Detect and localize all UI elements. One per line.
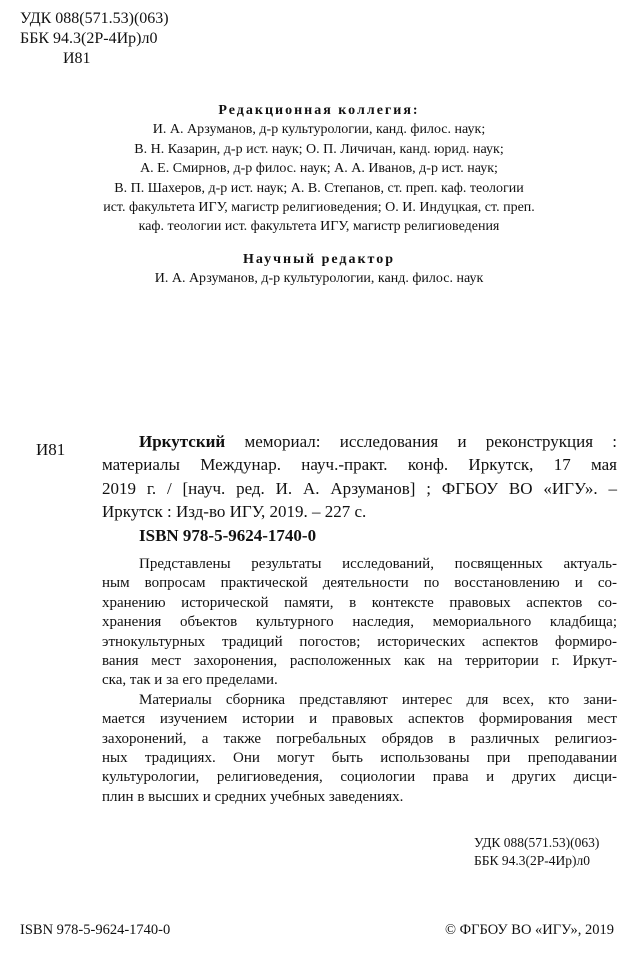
editorial-board-heading: Редакционная коллегия: [218, 103, 420, 118]
copyright-notice: © ФГБОУ ВО «ИГУ», 2019 [445, 922, 614, 938]
bibliographic-line-4: Иркутск : Изд-во ИГУ, 2019. – 227 с. [102, 502, 367, 522]
bibliographic-line-1-rest: мемориал: исследования и реконструкция : [225, 432, 617, 451]
abstract-line: вания мест захоронения, расположенных как на территории г. Иркут- [102, 653, 617, 670]
scientific-editor-line: И. А. Арзуманов, д-р культурологии, канд. филос. наук [154, 271, 484, 287]
abstract [102, 555, 617, 807]
abstract-line: ных традициях. Они могут быть использованы при преподавании [102, 750, 617, 767]
abstract-line: мается изучением истории и правовых аспектов формирования мест [102, 711, 617, 728]
abstract-line: ска, так и за его пределами. [102, 672, 278, 689]
abstract-line: ным вопросам практической деятельности по восстановлению и со- [102, 575, 617, 592]
abstract-line: этнокультурных традиций погостов; исторических аспектов формиро- [102, 633, 617, 650]
editorial-board [0, 101, 638, 237]
bibliographic-author-mark: И81 [36, 440, 66, 459]
editorial-board-line: каф. теологии ист. факультета ИГУ, магистр религиоведения [138, 219, 500, 235]
editorial-board-line: И. А. Арзуманов, д-р культурологии, канд. филос. наук; [152, 122, 486, 138]
classification-codes-bottom [474, 834, 599, 870]
author-mark: И81 [63, 50, 91, 67]
scientific-editor [0, 250, 638, 289]
bbk-code: ББК 94.3(2Р-4Ир)л0 [474, 853, 590, 868]
isbn-main: ISBN 978-5-9624-1740-0 [139, 526, 317, 545]
udk-code: УДК 088(571.53)(063) [474, 835, 600, 850]
abstract-line: хранения объектов культурного наследия, мемориального кладбища; [102, 614, 617, 631]
editorial-board-line: А. Е. Смирнов, д-р филос. наук; А. А. Иванов, д-р ист. наук; [140, 161, 498, 177]
abstract-line: культурологии, религиоведения, социологии права и других дисци- [102, 769, 617, 786]
bibliographic-line-2: материалы Междунар. науч.-практ. конф. Иркутск, 17 мая [102, 455, 617, 475]
abstract-line: плин в высших и средних учебных заведениях. [102, 788, 404, 805]
editorial-board-line: В. Н. Казарин, д-р ист. наук; О. П. Личичан, канд. юрид. наук; [134, 141, 504, 157]
scientific-editor-heading: Научный редактор [242, 252, 396, 267]
bibliographic-line-3: 2019 г. / [науч. ред. И. А. Арзуманов] ; ФГБОУ ВО «ИГУ». – [102, 478, 617, 498]
book-title-bold: Иркутский [139, 432, 226, 451]
abstract-line: Материалы сборника представляют интерес для всех, кто зани- [139, 691, 617, 708]
udk-code: УДК 088(571.53)(063) [20, 10, 169, 27]
abstract-line: Представлены результаты исследований, посвященных актуаль- [139, 556, 617, 572]
footer-isbn: ISBN 978-5-9624-1740-0 [20, 922, 171, 938]
bbk-code: ББК 94.3(2Р-4Ир)л0 [20, 30, 158, 47]
bibliographic-record [102, 430, 617, 524]
classification-codes-top [20, 9, 169, 69]
editorial-board-line: В. П. Шахеров, д-р ист. наук; А. В. Степанов, ст. преп. каф. теологии [114, 180, 524, 196]
abstract-line: хранению исторической памяти, в контексте правовых аспектов со- [102, 594, 617, 611]
abstract-line: захоронений, а также погребальных обрядов в различных религиоз- [102, 730, 617, 747]
bibliographic-line-1 [102, 430, 617, 453]
editorial-board-line: ист. факультета ИГУ, магистр религиоведения; О. И. Индуцкая, ст. преп. [103, 200, 535, 216]
